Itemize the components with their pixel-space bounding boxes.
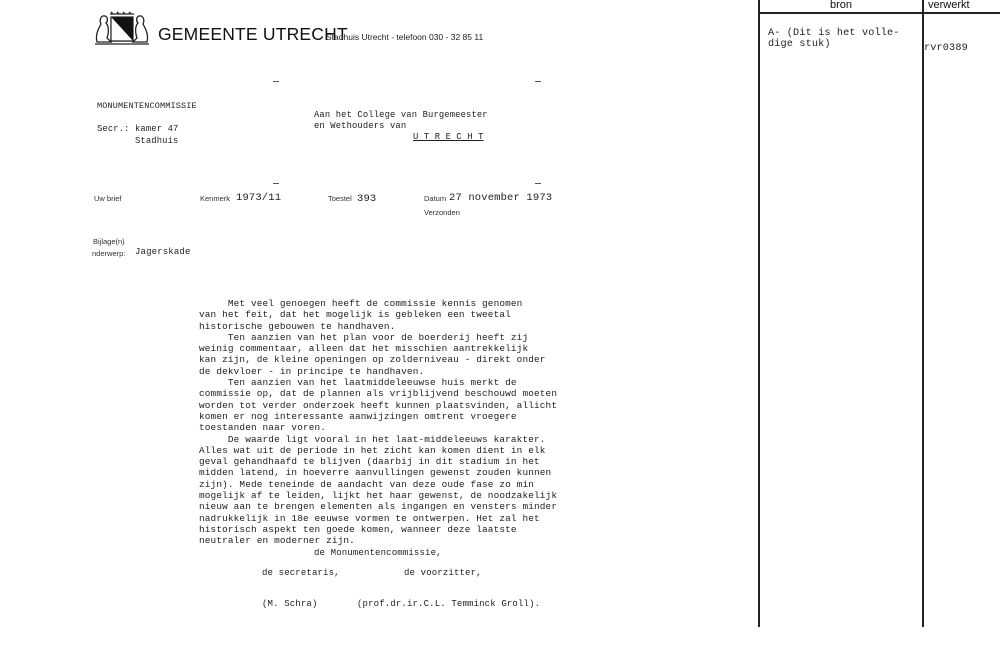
body-line: van het feit, dat het mogelijk is gebleken een tweetal [199, 309, 511, 321]
body-line: toestanden naar voren. [199, 422, 327, 434]
datum-value: 27 november 1973 [449, 192, 553, 204]
kenmerk-value: 1973/11 [236, 192, 282, 204]
sidebar-header-bron: bron [829, 0, 853, 11]
sidebar-header-rule [758, 12, 1000, 14]
body-line: zijn). Mede teneinde de aandacht van deze oude fase zo min [199, 478, 535, 490]
sidebar-bron-line2: dige stuk) [768, 39, 831, 50]
onderwerp-label: nderwerp: [92, 249, 126, 258]
sidebar-column-divider [922, 0, 924, 627]
fold-mark [273, 81, 279, 82]
sidebar-header-verwerkt: verwerkt [928, 0, 970, 11]
body-line: Ten aanzien van het laatmiddeleeuwse huis merkt de [199, 377, 517, 389]
sidebar-bron-line1: A- (Dit is het volle- [768, 28, 900, 39]
letter-body [199, 298, 559, 547]
body-line: mogelijk af te leiden, lijkt het haar gewenst, de noodzakelijk [199, 490, 558, 502]
body-line: commissie op, dat de plannen als vrijblijvend beschouwd moeten [199, 388, 558, 400]
body-line: Alles wat uit de periode in het zicht kan komen dient in elk [199, 444, 546, 456]
onderwerp-value: Jagerskade [135, 247, 191, 257]
body-line: neutraler en moderner zijn. [199, 535, 355, 547]
body-line: geval gehandhaafd te blijven (daarbij in dit stadium in het [199, 456, 540, 468]
letterhead-address: Stadhuis Utrecht - telefoon 030 - 32 85 11 [326, 32, 484, 42]
recipient-city: U T R E C H T [413, 132, 484, 142]
coat-of-arms-logo [93, 10, 151, 46]
sender-secr-line1: Secr.: kamer 47 [97, 124, 179, 134]
body-line: nadrukkelijk in 18e eeuwse vormen te ontwerpen. Het zal het [199, 512, 540, 524]
recipient-line2: en Wethouders van [314, 121, 407, 131]
secretaris-name: (M. Schra) [262, 599, 318, 609]
sender-org: MONUMENTENCOMMISSIE [97, 101, 197, 111]
sidebar-left-border [758, 0, 760, 627]
body-line: komen er nog interessante aanwijzingen omtrent vroegere [199, 410, 517, 422]
toestel-label: Toestel [328, 194, 352, 203]
body-line: De waarde ligt vooral in het laat-middeleeuws karakter. [199, 433, 546, 445]
body-line: Met veel genoegen heeft de commissie kennis genomen [199, 298, 523, 309]
body-line: Ten aanzien van het plan voor de boerderij heeft zij [199, 331, 529, 343]
closing-org: de Monumentencommissie, [314, 548, 442, 558]
kenmerk-label: Kenmerk [200, 194, 231, 203]
toestel-value: 393 [357, 193, 377, 205]
bijlage-label: Bijlage(n) [93, 237, 125, 246]
secretaris-label: de secretaris, [262, 568, 340, 578]
body-line: historische gebouwen te handhaven. [199, 320, 396, 332]
body-line: historisch aspekt ten goede komen, wanneer deze laatste [199, 523, 517, 535]
body-line: worden tot verder onderzoek heeft kunnen plaatsvinden, allicht [199, 399, 558, 411]
body-line: kan zijn, de kleine openingen op zolderniveau - direkt onder [199, 354, 546, 366]
voorzitter-label: de voorzitter, [404, 568, 482, 578]
uw-brief-label: Uw brief [94, 194, 122, 203]
fold-mark [273, 183, 279, 184]
body-line: weinig commentaar, alleen dat het misschien aantrekkelijk [199, 343, 529, 355]
body-line: de dekvloer - in principe te handhaven. [199, 365, 425, 377]
letterhead-name: GEMEENTE UTRECHT [158, 24, 348, 44]
body-line: nieuw aan te brengen elementen als ingangen en vensters minder [199, 501, 558, 513]
body-line: midden latend, in hoeverre aanvullingen gewenst zouden kunnen [199, 467, 552, 479]
voorzitter-name: (prof.dr.ir.C.L. Temminck Groll). [357, 599, 541, 609]
sidebar-verwerkt-value: rvr0389 [924, 43, 968, 54]
datum-label: Datum [424, 194, 447, 203]
sender-secr-line2: Stadhuis [135, 136, 179, 146]
verzonden-label: Verzonden [424, 208, 460, 217]
fold-mark [535, 183, 541, 184]
fold-mark [535, 81, 541, 82]
recipient-line1: Aan het College van Burgemeester [314, 110, 488, 120]
